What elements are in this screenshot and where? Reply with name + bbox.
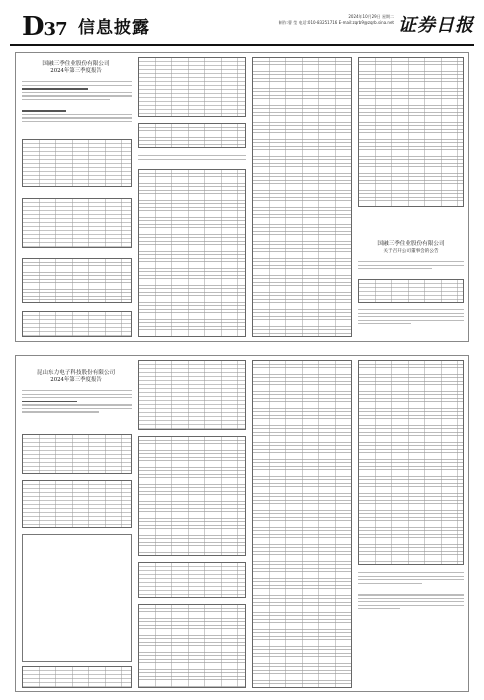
company-name: 国融三季住业股份有限公司: [42, 61, 110, 67]
issue-date: 2024年10月29日 星期二: [348, 14, 394, 19]
balance-sheet-table: [138, 169, 246, 337]
financial-table: [22, 311, 132, 337]
header-meta: [279, 14, 394, 26]
balance-sheet-table: [138, 436, 246, 556]
notice-title: 关于召开公司董事会的公告: [383, 249, 439, 254]
editor-contact: 制作:曹 莹 电话:010-83251716 E-mail:zqrb9@zqrb.sina.net: [278, 20, 394, 25]
income-statement-table: [252, 360, 352, 688]
notice-text: [358, 259, 464, 275]
shareholder-table: [138, 360, 246, 430]
financial-table: [22, 480, 132, 528]
company-name: 昆山东力电子科技股份有限公司: [36, 370, 116, 376]
notice-table: [358, 279, 464, 303]
financial-table: [22, 198, 132, 248]
shareholder-table: [22, 258, 132, 303]
page-number: D37: [22, 12, 67, 42]
notice-text: [358, 307, 464, 337]
report-title: 2024年第三季度报告: [50, 68, 102, 74]
cash-flow-table: [358, 360, 464, 565]
financial-table: [138, 562, 246, 598]
shareholder-box: [22, 534, 132, 662]
column-2-text: [138, 153, 246, 165]
income-statement-table: [252, 57, 352, 337]
section-title: 信息披露: [78, 18, 150, 38]
financial-table: [22, 139, 132, 187]
financial-table: [22, 434, 132, 474]
page-header: [10, 6, 474, 48]
financial-table: [138, 57, 246, 117]
financial-table: [22, 666, 132, 688]
notice-company-name: 国融三季住业股份有限公司: [377, 241, 445, 247]
financial-table: [138, 123, 246, 148]
financial-table: [138, 604, 246, 688]
cash-flow-table: [358, 57, 464, 207]
top-announcement-spread: [15, 52, 469, 342]
column-4-text: [358, 570, 464, 688]
header-rule: [10, 44, 474, 46]
newspaper-logo: 证券日报: [398, 15, 474, 36]
column-1-text: [22, 388, 132, 428]
bottom-announcement-spread: [15, 355, 469, 692]
report-title: 2024年第三季度报告: [50, 377, 102, 383]
